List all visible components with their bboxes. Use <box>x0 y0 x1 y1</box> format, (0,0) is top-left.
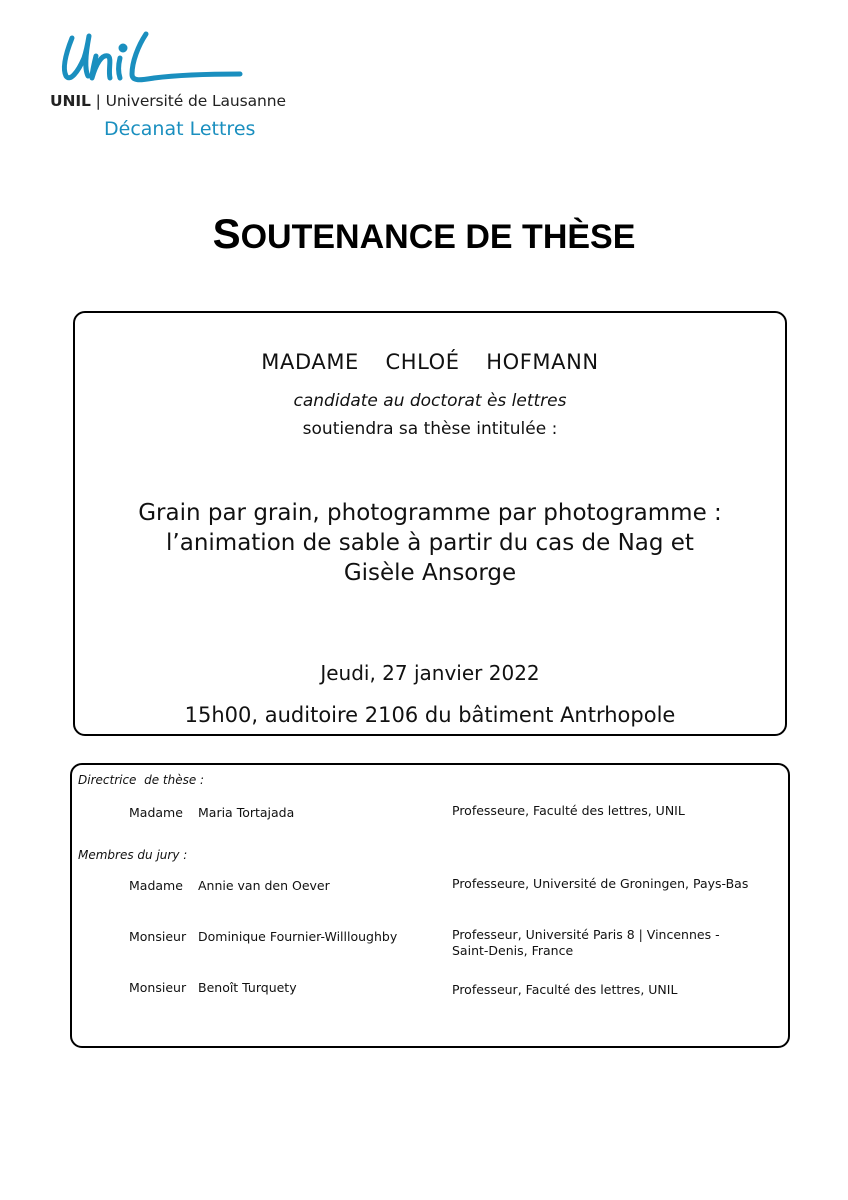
candidate-name: MADAME CHLOÉ HOFMANN <box>261 350 599 374</box>
thesis-intro: soutiendra sa thèse intitulée : <box>302 419 558 439</box>
unil-script-logo-icon <box>58 28 248 90</box>
defense-date: Jeudi, 27 janvier 2022 <box>320 661 540 685</box>
jury-person-name: Maria Tortajada <box>198 805 295 820</box>
unil-logo <box>48 28 288 146</box>
jury-person-affiliation: Professeur, Université Paris 8 | Vincennes - Saint-Denis, France <box>452 927 720 958</box>
jury-person-title: Madame <box>129 805 183 820</box>
institution-fullname: | Université de Lausanne <box>90 92 286 110</box>
jury-person-title: Monsieur <box>129 980 187 995</box>
thesis-title-line: Grain par grain, photogramme par photogramme : <box>138 500 722 526</box>
title-initial: S <box>212 210 241 257</box>
jury-person-title: Madame <box>129 878 183 893</box>
members-heading: Membres du jury : <box>78 848 188 862</box>
jury-person-affiliation: Professeure, Faculté des lettres, UNIL <box>452 803 685 818</box>
jury-person-title: Monsieur <box>129 929 187 944</box>
jury-person-name: Annie van den Oever <box>198 878 330 893</box>
department-name: Décanat Lettres <box>104 118 256 140</box>
announcement-box <box>73 311 787 736</box>
page-title <box>0 210 848 258</box>
candidate-role: candidate au doctorat ès lettres <box>293 391 567 411</box>
thesis-title-line: Gisèle Ansorge <box>343 560 517 586</box>
jury-box <box>70 763 790 1048</box>
jury-person-name: Benoît Turquety <box>198 980 297 995</box>
thesis-title-line: l’animation de sable à partir du cas de Nag et <box>166 530 694 556</box>
jury-person-name: Dominique Fournier-Willloughby <box>198 929 398 944</box>
director-heading: Directrice de thèse : <box>78 773 205 787</box>
jury-person-affiliation: Professeur, Faculté des lettres, UNIL <box>452 982 678 997</box>
institution-name <box>50 92 286 110</box>
title-rest: OUTENANCE DE THÈSE <box>240 218 636 256</box>
jury-person-affiliation: Professeure, Université de Groningen, Pays-Bas <box>452 876 749 891</box>
thesis-title <box>75 498 785 588</box>
institution-abbrev: UNIL <box>50 92 91 110</box>
defense-time-place: 15h00, auditoire 2106 du bâtiment Antrhopole <box>184 703 676 727</box>
